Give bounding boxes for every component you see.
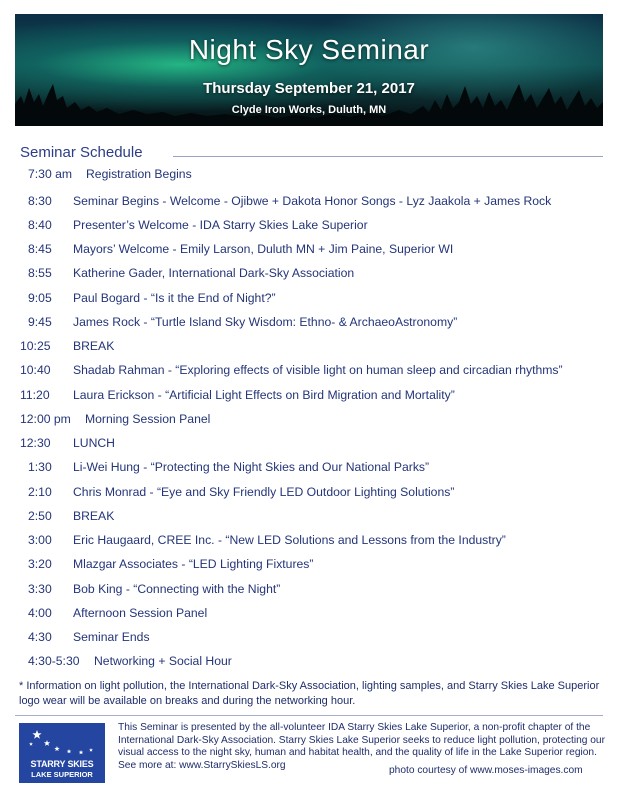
schedule-time: 9:45 xyxy=(28,315,52,329)
schedule-row xyxy=(0,218,618,236)
schedule-event: Katherine Gader, International Dark-Sky Association xyxy=(73,266,355,280)
schedule-time: 8:45 xyxy=(28,242,52,256)
schedule-row xyxy=(0,485,618,503)
schedule-row xyxy=(0,460,618,478)
schedule-row xyxy=(0,194,618,212)
schedule-time: 9:05 xyxy=(28,291,52,305)
logo-line1: STARRY SKIES xyxy=(30,759,94,769)
schedule-row xyxy=(0,606,618,624)
event-date: Thursday September 21, 2017 xyxy=(203,80,415,97)
schedule-time: 8:55 xyxy=(28,266,52,280)
schedule-time: 7:30 am xyxy=(28,167,73,181)
schedule-time: 4:30 xyxy=(28,630,52,644)
schedule-event: Registration Begins xyxy=(86,167,192,181)
schedule-row xyxy=(0,533,618,551)
schedule-row xyxy=(0,315,618,333)
schedule-row xyxy=(0,654,618,672)
schedule-time: 12:00 pm xyxy=(20,412,71,426)
schedule-event: BREAK xyxy=(73,509,115,523)
footer-divider xyxy=(15,715,603,716)
schedule-time: 1:30 xyxy=(28,460,52,474)
schedule-time: 2:10 xyxy=(28,485,52,499)
heading-divider xyxy=(173,156,603,157)
schedule-event: Mayors’ Welcome - Emily Larson, Duluth MN + Jim Paine, Superior WI xyxy=(73,242,454,256)
schedule-row xyxy=(0,167,618,185)
schedule-time: 3:00 xyxy=(28,533,52,547)
schedule-event: Seminar Ends xyxy=(73,630,150,644)
schedule-row xyxy=(0,630,618,648)
schedule-event: Mlazgar Associates - “LED Lighting Fixtures” xyxy=(73,557,314,571)
schedule-row xyxy=(0,242,618,260)
schedule-row xyxy=(0,582,618,600)
schedule-event: Laura Erickson - “Artificial Light Effects on Bird Migration and Mortality” xyxy=(73,388,455,402)
schedule-event: Li-Wei Hung - “Protecting the Night Skies and Our National Parks” xyxy=(73,460,430,474)
schedule-row xyxy=(0,388,618,406)
page-title: Night Sky Seminar xyxy=(188,34,430,65)
schedule-time: 4:30-5:30 xyxy=(28,654,80,668)
footnote: * Information on light pollution, the International Dark-Sky Association, lighting samples, and Starry Skies Lake Superior logo wear will be available on breaks and during the networking hour. xyxy=(19,680,600,707)
schedule-row xyxy=(0,363,618,381)
schedule-event: LUNCH xyxy=(73,436,115,450)
schedule-event: Seminar Begins - Welcome - Ojibwe + Dakota Honor Songs - Lyz Jaakola + James Rock xyxy=(73,194,552,208)
schedule-row xyxy=(0,339,618,357)
header-banner xyxy=(15,14,603,126)
schedule-time: 10:25 xyxy=(20,339,51,353)
schedule-event: Afternoon Session Panel xyxy=(73,606,208,620)
schedule-row xyxy=(0,509,618,527)
schedule-time: 8:30 xyxy=(28,194,52,208)
schedule-row xyxy=(0,436,618,454)
schedule-time: 4:00 xyxy=(28,606,52,620)
schedule-event: Networking + Social Hour xyxy=(94,654,232,668)
schedule-time: 8:40 xyxy=(28,218,52,232)
schedule-event: Eric Haugaard, CREE Inc. - “New LED Solutions and Lessons from the Industry” xyxy=(73,533,506,547)
schedule-row xyxy=(0,557,618,575)
schedule-time: 2:50 xyxy=(28,509,52,523)
photo-credit: photo courtesy of www.moses-images.com xyxy=(389,765,583,776)
schedule-event: Bob King - “Connecting with the Night” xyxy=(73,582,281,596)
schedule-event: Paul Bogard - “Is it the End of Night?” xyxy=(73,291,276,305)
about-text: This Seminar is presented by the all-volunteer IDA Starry Skies Lake Superior, a non-profit chapter of the International Dark-Sky Association. Starry Skies Lake Superior seeks to reduce light pollution, protecting our visual access to the night sky, human and habitat health, and the quality of life in the Lake Superior region. See more at: www.StarrySkiesLS.org xyxy=(118,722,605,771)
starry-skies-logo xyxy=(19,723,105,783)
logo-line2: LAKE SUPERIOR xyxy=(31,770,93,779)
star-constellation-icon xyxy=(25,726,99,760)
schedule-row xyxy=(0,412,618,430)
schedule-row xyxy=(0,266,618,284)
schedule-event: Chris Monrad - “Eye and Sky Friendly LED Outdoor Lighting Solutions” xyxy=(73,485,455,499)
schedule-event: Presenter’s Welcome - IDA Starry Skies Lake Superior xyxy=(73,218,368,232)
schedule-time: 11:20 xyxy=(20,388,50,402)
schedule-event: Morning Session Panel xyxy=(85,412,211,426)
schedule-row xyxy=(0,291,618,309)
schedule-event: James Rock - “Turtle Island Sky Wisdom: Ethno- & ArchaeoAstronomy” xyxy=(73,315,458,329)
schedule-event: BREAK xyxy=(73,339,115,353)
schedule-event: Shadab Rahman - “Exploring effects of visible light on human sleep and circadian rhythms” xyxy=(73,363,563,377)
schedule-time: 12:30 xyxy=(20,436,51,450)
schedule-time: 3:30 xyxy=(28,582,52,596)
schedule-time: 10:40 xyxy=(20,363,51,377)
schedule-heading: Seminar Schedule xyxy=(20,144,143,161)
event-venue: Clyde Iron Works, Duluth, MN xyxy=(231,104,387,116)
schedule-time: 3:20 xyxy=(28,557,52,571)
